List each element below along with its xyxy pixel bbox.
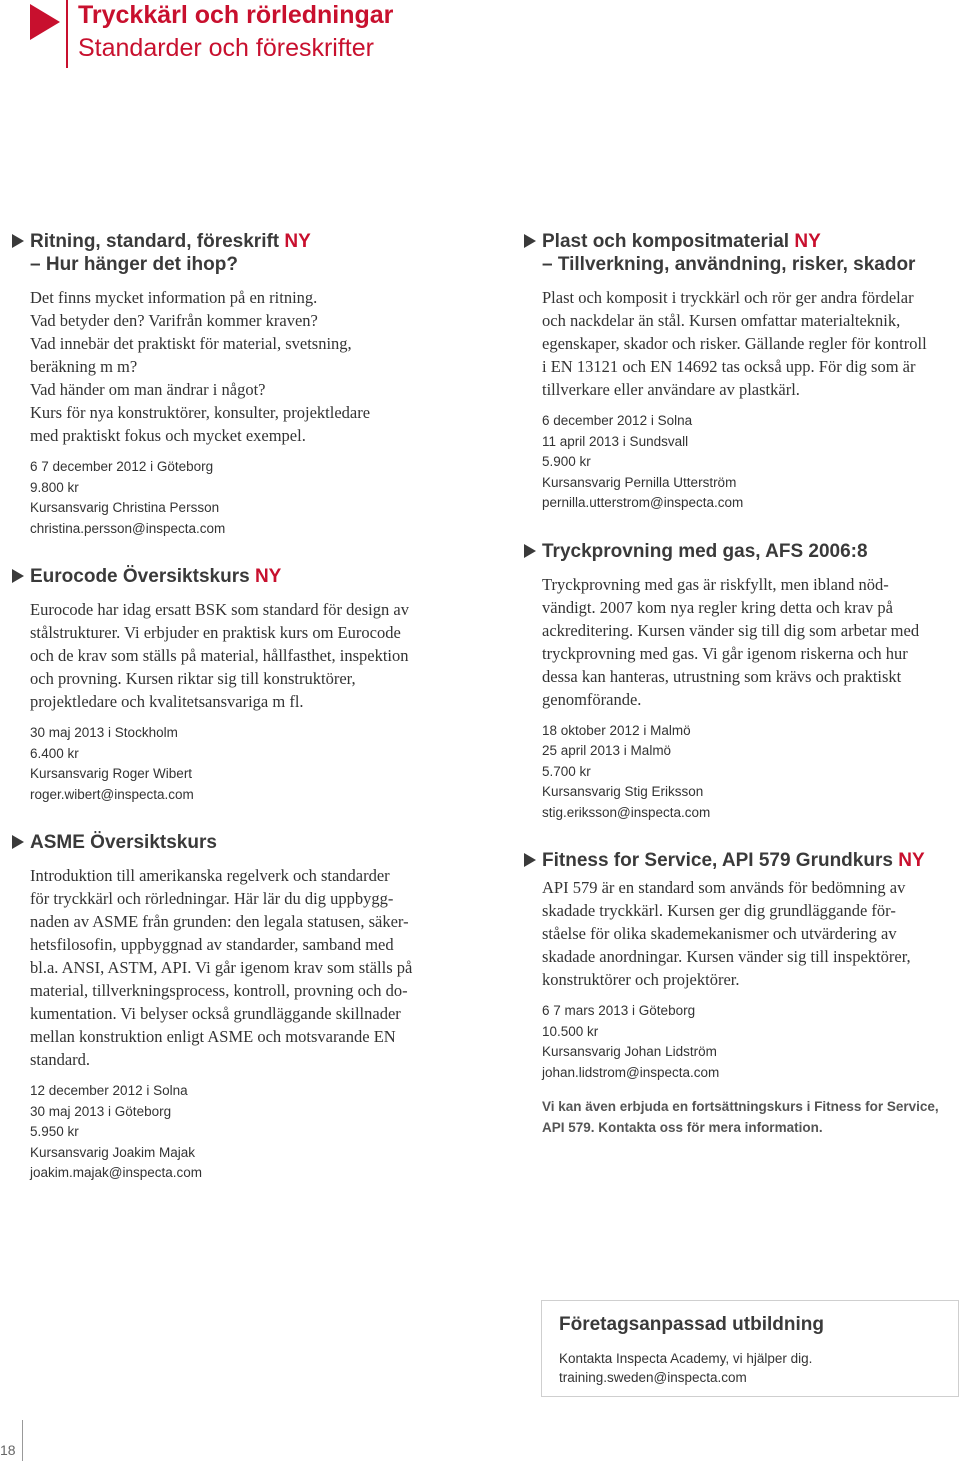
course-price: 5.950 kr	[30, 1124, 79, 1139]
description-line: och de krav som ställs på material, hållfasthet, inspektion	[30, 646, 409, 665]
course-contact: Kursansvarig Christina Persson	[30, 500, 220, 515]
course-date: 11 april 2013 i Sundsvall	[542, 433, 689, 449]
course-heading-line: Fitness for Service, API 579 Grundkurs	[542, 850, 893, 871]
description-line: tillverkare eller användare av plastkärl.	[542, 380, 800, 399]
right-column	[524, 230, 944, 1164]
course-description	[542, 286, 944, 401]
course-info	[542, 1001, 944, 1083]
new-badge: NY	[794, 231, 821, 252]
description-line: Vad betyder den? Varifrån kommer kraven?	[30, 311, 318, 330]
course-heading-line: Tryckprovning med gas, AFS 2006:8	[542, 540, 868, 562]
course-heading-line: ASME Översiktskurs	[30, 832, 217, 853]
description-line: Vad innebär det praktiskt för material, svetsning,	[30, 334, 352, 353]
course-date: 30 maj 2013 i Göteborg	[30, 1103, 172, 1119]
description-line: dessa kan hanteras, utrustning som krävs och praktiskt	[542, 666, 902, 686]
description-line: Kurs för nya konstruktörer, konsulter, projektledare	[30, 403, 371, 422]
course-contact: Kursansvarig Stig Eriksson	[542, 784, 704, 799]
description-line: vändigt. 2007 kom nya regler kring detta och krav på	[542, 597, 893, 617]
course-contact: Kursansvarig Pernilla Utterström	[542, 474, 737, 490]
course-heading-line: – Tillverkning, användning, risker, skador	[542, 254, 916, 275]
course-contact: Kursansvarig Joakim Majak	[30, 1144, 196, 1160]
course-date: 18 oktober 2012 i Malmö	[542, 722, 691, 738]
promo-text: Kontakta Inspecta Academy, vi hjälper dig.	[559, 1351, 813, 1366]
course-contact: Kursansvarig Johan Lidström	[542, 1044, 717, 1059]
description-line: Introduktion till amerikanska regelverk och standarder	[30, 866, 390, 885]
description-line: Vad händer om man ändrar i något?	[30, 380, 266, 399]
course-price: 9.800 kr	[30, 479, 79, 495]
course-description	[542, 876, 944, 991]
description-line: hetsfilosofin, uppbyggnad av standarder, samband med	[30, 935, 394, 954]
play-arrow-icon	[12, 234, 25, 248]
description-line: konstruktörer och projektörer.	[542, 970, 740, 989]
description-line: tryckprovning med gas. Vi går igenom riskerna och hur	[542, 643, 908, 663]
course-heading	[542, 230, 915, 276]
course-description	[30, 864, 432, 1071]
course-contact: Kursansvarig Roger Wibert	[30, 766, 193, 781]
description-line: bl.a. ANSI, ASTM, API. Vi går igenom krav som ställs på	[30, 958, 413, 977]
description-line: för tryckkärl och rörledningar. Här lär du dig uppbygg-	[30, 889, 394, 908]
description-line: skadade anordningar. Kursen vänder sig till inspektörer,	[542, 947, 911, 966]
new-badge: NY	[898, 850, 925, 871]
description-line: Tryckprovning med gas är riskfyllt, men ibland nöd-	[542, 574, 889, 594]
course-date: 6 7 mars 2013 i Göteborg	[542, 1003, 696, 1018]
course-info	[30, 457, 432, 539]
header-divider	[66, 0, 68, 68]
description-line: kumentation. Vi belyser också grundläggande skillnader	[30, 1004, 401, 1023]
description-line: naden av ASME från grunden: den legala statusen, säker-	[30, 912, 409, 931]
continuation-course-note: Vi kan även erbjuda en fortsättningskurs i Fitness for Service, API 579. Kontakta oss för mera information.	[542, 1099, 939, 1135]
description-line: standard.	[30, 1050, 91, 1069]
course-info	[30, 1081, 432, 1184]
new-badge: NY	[254, 566, 282, 587]
course-description	[30, 286, 432, 447]
page-subtitle: Standarder och föreskrifter	[78, 34, 374, 62]
promo-title: Företagsanpassad utbildning	[559, 1314, 824, 1335]
course-date: 30 maj 2013 i Stockholm	[30, 725, 178, 740]
description-line: beräkning m m?	[30, 357, 138, 376]
description-line: egenskaper, skador och risker. Gällande regler för kontroll	[542, 334, 927, 353]
course-asme	[12, 831, 432, 1184]
play-arrow-icon	[524, 853, 537, 867]
description-line: skadade tryckkärl. Kursen ger dig grundläggande för-	[542, 901, 896, 920]
course-price: 5.900 kr	[542, 454, 591, 469]
course-email[interactable]: roger.wibert@inspecta.com	[30, 786, 194, 802]
course-email[interactable]: johan.lidstrom@inspecta.com	[542, 1064, 720, 1080]
description-line: projektledare och kvalitetsansvariga m fl.	[30, 692, 304, 711]
course-email[interactable]: joakim.majak@inspecta.com	[30, 1165, 203, 1180]
course-heading	[30, 565, 281, 588]
description-line: API 579 är en standard som används för bedömning av	[542, 878, 906, 897]
play-arrow-icon	[12, 835, 25, 849]
course-heading	[542, 849, 925, 872]
course-heading	[542, 540, 868, 563]
course-info	[30, 723, 432, 805]
company-training-box	[541, 1300, 959, 1397]
description-line: Plast och komposit i tryckkärl och rör ger andra fördelar	[542, 288, 914, 307]
description-line: ståelse för olika skademekanismer och utvärdering av	[542, 924, 897, 943]
description-line: i EN 13121 och EN 14692 tas också upp. För dig som är	[542, 357, 916, 376]
course-info	[542, 721, 944, 824]
course-heading	[30, 831, 217, 854]
course-email[interactable]: pernilla.utterstrom@inspecta.com	[542, 495, 744, 510]
course-heading-line: Eurocode Översiktskurs	[30, 566, 250, 587]
course-description	[30, 598, 432, 713]
play-arrow-icon	[12, 569, 25, 583]
course-tryckprovning	[524, 540, 944, 824]
play-arrow-icon	[524, 544, 537, 558]
course-price: 6.400 kr	[30, 745, 79, 761]
course-email[interactable]: christina.persson@inspecta.com	[30, 520, 226, 536]
corner-triangle-logo	[30, 4, 64, 40]
description-line: Eurocode har idag ersatt BSK som standard för design av	[30, 600, 409, 619]
description-line: ackreditering. Kursen vänder sig till dig som arbetar med	[542, 620, 920, 640]
description-line: genomförande.	[542, 689, 642, 709]
course-description	[542, 573, 944, 711]
course-heading	[30, 230, 311, 276]
promo-email[interactable]: training.sweden@inspecta.com	[559, 1370, 747, 1385]
course-date: 12 december 2012 i Solna	[30, 1083, 188, 1098]
description-line: och provning. Kursen riktar sig till konstruktörer,	[30, 669, 356, 688]
play-arrow-icon	[524, 234, 537, 248]
description-line: stålstrukturer. Vi erbjuder en praktisk kurs om Eurocode	[30, 623, 401, 642]
description-line: med praktiskt fokus och mycket exempel.	[30, 426, 306, 445]
description-line: mellan konstruktion enligt ASME och motsvarande EN	[30, 1027, 396, 1046]
page-number: 18	[0, 1442, 16, 1458]
course-heading-line: Ritning, standard, föreskrift	[30, 231, 280, 252]
description-line: Det finns mycket information på en ritning.	[30, 288, 318, 307]
course-info	[542, 411, 944, 514]
course-date: 25 april 2013 i Malmö	[542, 743, 672, 758]
course-ritning	[12, 230, 432, 539]
description-line: material, tillverkningsprocess, kontroll, provning och do-	[30, 981, 408, 1000]
course-date: 6 7 december 2012 i Göteborg	[30, 459, 214, 474]
course-eurocode	[12, 565, 432, 805]
course-email[interactable]: stig.eriksson@inspecta.com	[542, 804, 711, 820]
left-column	[12, 230, 432, 1210]
description-line: och nackdelar än stål. Kursen omfattar materialteknik,	[542, 311, 901, 330]
course-heading-line: Plast och kompositmaterial	[542, 231, 790, 252]
course-fitness-for-service	[524, 849, 944, 1138]
course-price: 10.500 kr	[542, 1023, 599, 1039]
course-heading-line: – Hur hänger det ihop?	[30, 254, 238, 275]
course-price: 5.700 kr	[542, 763, 591, 779]
course-plast	[524, 230, 944, 514]
page-number-divider	[22, 1420, 23, 1461]
new-badge: NY	[284, 231, 311, 252]
page-title: Tryckkärl och rörledningar	[78, 1, 394, 29]
course-date: 6 december 2012 i Solna	[542, 413, 693, 428]
